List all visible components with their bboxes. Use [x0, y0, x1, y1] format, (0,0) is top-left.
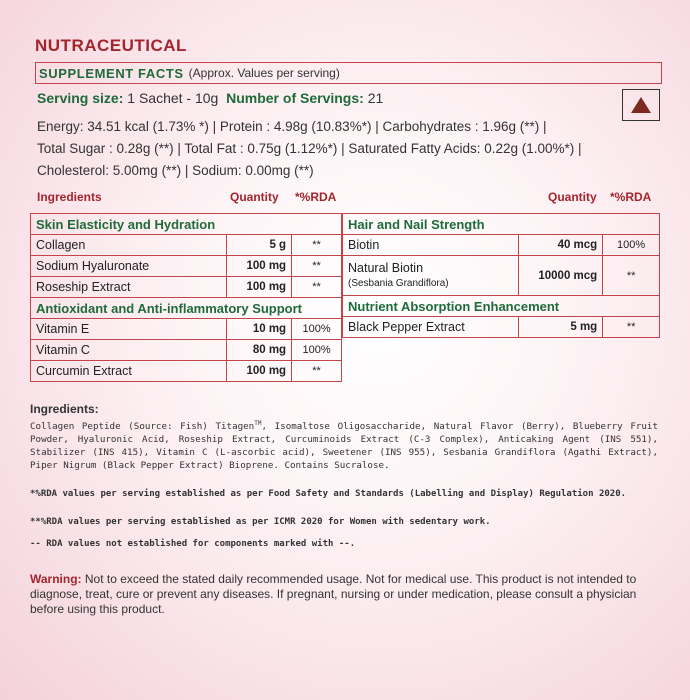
left-quantity-header: Quantity — [230, 190, 279, 204]
table-row — [31, 256, 342, 277]
serving-size-value: 1 Sachet - 10g — [127, 90, 219, 106]
ingredient-qty: 10 mg — [227, 319, 292, 340]
ingredient-qty: 10000 mcg — [519, 256, 603, 296]
section-title: Antioxidant and Anti-inflammatory Support — [31, 298, 342, 319]
ingredient-name: Vitamin E — [31, 319, 227, 340]
ingredient-name: Biotin — [343, 235, 519, 256]
rda-footnote-3: -- RDA values not established for components marked with --. — [30, 539, 356, 549]
ingredient-qty: 100 mg — [227, 277, 292, 298]
section-title: Hair and Nail Strength — [343, 214, 660, 235]
ingredient-rda: 100% — [603, 235, 660, 256]
ingredient-qty: 100 mg — [227, 256, 292, 277]
ingredient-name: Vitamin C — [31, 340, 227, 361]
ingredient-name: Curcumin Extract — [31, 361, 227, 382]
ingredient-rda: ** — [603, 256, 660, 296]
non-veg-triangle-icon — [622, 89, 660, 121]
warning-statement — [30, 572, 660, 617]
ingredient-name-cell — [343, 256, 519, 296]
nutrition-line: Total Sugar : 0.28g (**) | Total Fat : 0.75g (1.12%*) | Saturated Fatty Acids: 0.22g (1.00%*) | — [37, 141, 582, 156]
ingredients-text-part: Collagen Peptide (Source: Fish) Titagen — [30, 421, 255, 433]
section-title: Nutrient Absorption Enhancement — [343, 296, 660, 317]
ingredient-name: Black Pepper Extract — [343, 317, 519, 338]
ingredient-name: Natural Biotin — [348, 260, 424, 275]
ingredient-name: Collagen — [31, 235, 227, 256]
ingredient-qty: 100 mg — [227, 361, 292, 382]
table-row — [343, 256, 660, 296]
table-row — [31, 319, 342, 340]
rda-footnote-2: **%RDA values per serving established as per ICMR 2020 for Women with sedentary work. — [30, 517, 491, 527]
ingredient-rda: 100% — [292, 340, 342, 361]
ingredient-qty: 80 mg — [227, 340, 292, 361]
ingredient-qty: 5 g — [227, 235, 292, 256]
ingredients-label: Ingredients: — [30, 402, 99, 416]
right-quantity-header: Quantity — [548, 190, 597, 204]
ingredient-name: Roseship Extract — [31, 277, 227, 298]
warning-label: Warning: — [30, 572, 82, 586]
ingredient-name: Sodium Hyaluronate — [31, 256, 227, 277]
supplement-facts-title: SUPPLEMENT FACTS — [39, 65, 184, 81]
supplement-facts-banner — [35, 62, 662, 84]
ingredients-text-part: , Isomaltose Oligosaccharide, Natural Flavor (Berry), Blueberry Fruit Powder, Hyaluronic Acid, Roseship Extract, Curcuminoids Extract (C-3 Complex), Anticaking Agent (INS 551), Stabilizer (INS 415), Vitamin C (L-ascorbic acid), Sweetener (INS 955), Sesbania Grandiflora (Agathi Extract), Piper Nigrum (Black Pepper Extract) Bioprene. Contains Sucralose. — [30, 421, 658, 472]
table-row — [31, 361, 342, 382]
nutrition-summary — [37, 116, 627, 182]
ingredient-subname: (Sesbania Grandiflora) — [348, 277, 449, 289]
right-rda-header: *%RDA — [610, 190, 652, 204]
table-row — [31, 277, 342, 298]
ingredient-rda: ** — [292, 235, 342, 256]
ingredient-qty: 40 mcg — [519, 235, 603, 256]
servings-count-value: 21 — [367, 90, 384, 106]
ingredient-rda: 100% — [292, 319, 342, 340]
serving-size-label: Serving size: — [37, 90, 124, 106]
supplement-facts-subtitle: (Approx. Values per serving) — [188, 66, 340, 80]
serving-info — [37, 90, 383, 106]
ingredient-qty: 5 mg — [519, 317, 603, 338]
page-title: NUTRACEUTICAL — [35, 36, 187, 55]
table-row — [31, 235, 342, 256]
nutrition-line: Energy: 34.51 kcal (1.73% *) | Protein : 4.98g (10.83%*) | Carbohydrates : 1.96g (**) | — [37, 119, 547, 134]
right-ingredient-table — [342, 213, 660, 338]
table-row — [31, 340, 342, 361]
servings-count-label: Number of Servings: — [226, 90, 364, 106]
table-row — [343, 317, 660, 338]
ingredient-rda: ** — [292, 256, 342, 277]
ingredients-text — [30, 417, 658, 472]
section-title: Skin Elasticity and Hydration — [31, 214, 342, 235]
nutrition-line: Cholesterol: 5.00mg (**) | Sodium: 0.00mg (**) — [37, 163, 314, 178]
ingredients-section — [30, 402, 658, 472]
left-ingredient-table — [30, 213, 342, 382]
ingredient-rda: ** — [292, 277, 342, 298]
table-row — [343, 235, 660, 256]
trademark-mark: TM — [254, 420, 262, 427]
left-rda-header: *%RDA — [295, 190, 337, 204]
rda-footnote-1: *%RDA values per serving established as per Food Safety and Standards (Labelling and Display) Regulation 2020. — [30, 489, 627, 499]
warning-text: Not to exceed the stated daily recommended usage. Not for medical use. This product is not intended to diagnose, treat, cure or prevent any diseases. If pregnant, nursing or under medication, please consult a physician before using this product. — [30, 572, 637, 616]
ingredient-rda: ** — [292, 361, 342, 382]
left-ingredients-header: Ingredients — [37, 190, 102, 204]
ingredient-rda: ** — [603, 317, 660, 338]
